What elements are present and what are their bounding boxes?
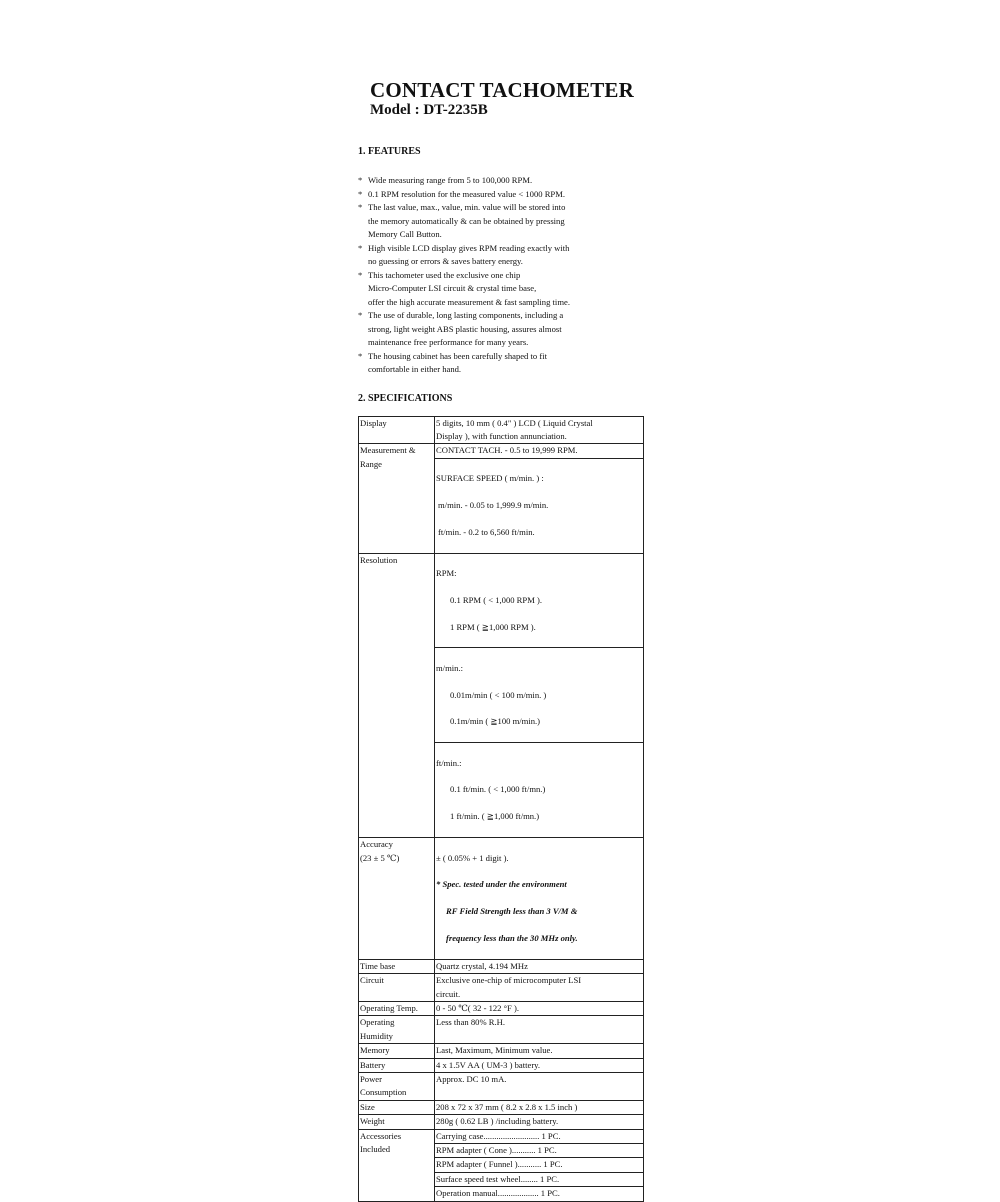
spec-value: CONTACT TACH. - 0.5 to 19,999 RPM. bbox=[435, 444, 644, 458]
features-list bbox=[358, 174, 648, 377]
spec-value: 0 - 50 ℃( 32 - 122 °F ). bbox=[435, 1001, 644, 1015]
feature-item: * The last value, max., value, min. value will be stored into the memory automatically & can be obtained by pressing Memory Call Button. bbox=[358, 202, 566, 239]
spec-value: RPM: 0.1 RPM ( < 1,000 RPM ). 1 RPM ( ≧1,000 RPM ). bbox=[435, 553, 644, 648]
features-heading: 1. FEATURES bbox=[358, 146, 421, 157]
spec-label: Measurement & Range bbox=[359, 444, 435, 553]
spec-value: m/min.: 0.01m/min ( < 100 m/min. ) 0.1m/min ( ≧100 m/min.) bbox=[435, 648, 644, 743]
table-row bbox=[359, 1058, 644, 1072]
table-row bbox=[359, 416, 644, 444]
spec-label: Accuracy (23 ± 5 ℃) bbox=[359, 838, 435, 960]
model-number: Model : DT-2235B bbox=[370, 102, 488, 118]
spec-value: ft/min.: 0.1 ft/min. ( < 1,000 ft/mn.) 1 ft/min. ( ≧1,000 ft/mn.) bbox=[435, 743, 644, 838]
spec-label: Time base bbox=[359, 959, 435, 973]
spec-label: Power Consumption bbox=[359, 1073, 435, 1101]
spec-value: Approx. DC 10 mA. bbox=[435, 1073, 644, 1101]
spec-value: ± ( 0.05% + 1 digit ). * Spec. tested under the environment RF Field Strength less than 3 V/M & frequency less than the 30 MHz only. bbox=[435, 838, 644, 960]
spec-value: 5 digits, 10 mm ( 0.4" ) LCD ( Liquid Crystal Display ), with function annunciation. bbox=[435, 416, 644, 444]
specifications-table bbox=[358, 416, 644, 1202]
accessory-item: RPM adapter ( Funnel )........... 1 PC. bbox=[435, 1158, 644, 1172]
spec-label: Battery bbox=[359, 1058, 435, 1072]
spec-value: 280g ( 0.62 LB ) /including battery. bbox=[435, 1115, 644, 1129]
table-row bbox=[359, 974, 644, 1002]
feature-item: * 0.1 RPM resolution for the measured value < 1000 RPM. bbox=[358, 188, 565, 199]
spec-value: Quartz crystal, 4.194 MHz bbox=[435, 959, 644, 973]
specifications-heading: 2. SPECIFICATIONS bbox=[358, 392, 453, 404]
spec-label: Display bbox=[359, 416, 435, 444]
accessory-item: Operation manual................... 1 PC. bbox=[435, 1187, 644, 1201]
spec-label: Operating Humidity bbox=[359, 1016, 435, 1044]
spec-label: Accessories Included bbox=[359, 1129, 435, 1201]
spec-label: Size bbox=[359, 1100, 435, 1114]
feature-item: * The housing cabinet has been carefully shaped to fit comfortable in either hand. bbox=[358, 350, 547, 374]
accessory-item: Surface speed test wheel........ 1 PC. bbox=[435, 1172, 644, 1186]
feature-item: * High visible LCD display gives RPM reading exactly with no guessing or errors & saves battery energy. bbox=[358, 242, 570, 266]
table-row bbox=[359, 1016, 644, 1044]
document-page bbox=[358, 78, 648, 1202]
table-row bbox=[359, 1100, 644, 1114]
feature-item: * This tachometer used the exclusive one chip Micro-Computer LSI circuit & crystal time base, offer the high accurate measurement & fast sampling time. bbox=[358, 269, 570, 307]
table-row bbox=[359, 959, 644, 973]
spec-value: Last, Maximum, Minimum value. bbox=[435, 1044, 644, 1058]
table-row bbox=[359, 1115, 644, 1129]
table-row bbox=[359, 1044, 644, 1058]
accessory-item: Carrying case.......................... 1 PC. bbox=[435, 1129, 644, 1143]
table-row bbox=[359, 838, 644, 960]
spec-value: 4 x 1.5V AA ( UM-3 ) battery. bbox=[435, 1058, 644, 1072]
spec-label: Operating Temp. bbox=[359, 1001, 435, 1015]
feature-item: * The use of durable, long lasting components, including a strong, light weight ABS plastic housing, assures almost maintenance free performance for many years. bbox=[358, 310, 564, 347]
spec-label: Memory bbox=[359, 1044, 435, 1058]
spec-label: Weight bbox=[359, 1115, 435, 1129]
spec-label: Resolution bbox=[359, 553, 435, 838]
table-row bbox=[359, 553, 644, 648]
spec-value: Less than 80% R.H. bbox=[435, 1016, 644, 1044]
table-row bbox=[359, 1001, 644, 1015]
table-row bbox=[359, 444, 644, 458]
spec-label: Circuit bbox=[359, 974, 435, 1002]
table-row bbox=[359, 1129, 644, 1143]
table-row bbox=[359, 1073, 644, 1101]
feature-item: * Wide measuring range from 5 to 100,000 RPM. bbox=[358, 175, 533, 185]
spec-value: 208 x 72 x 37 mm ( 8.2 x 2.8 x 1.5 inch ) bbox=[435, 1100, 644, 1114]
spec-value: SURFACE SPEED ( m/min. ) : m/min. - 0.05 to 1,999.9 m/min. ft/min. - 0.2 to 6,560 ft/min. bbox=[435, 458, 644, 553]
document-title: CONTACT TACHOMETER bbox=[370, 78, 634, 102]
accessory-item: RPM adapter ( Cone )........... 1 PC. bbox=[435, 1144, 644, 1158]
spec-value: Exclusive one-chip of microcomputer LSI circuit. bbox=[435, 974, 644, 1002]
